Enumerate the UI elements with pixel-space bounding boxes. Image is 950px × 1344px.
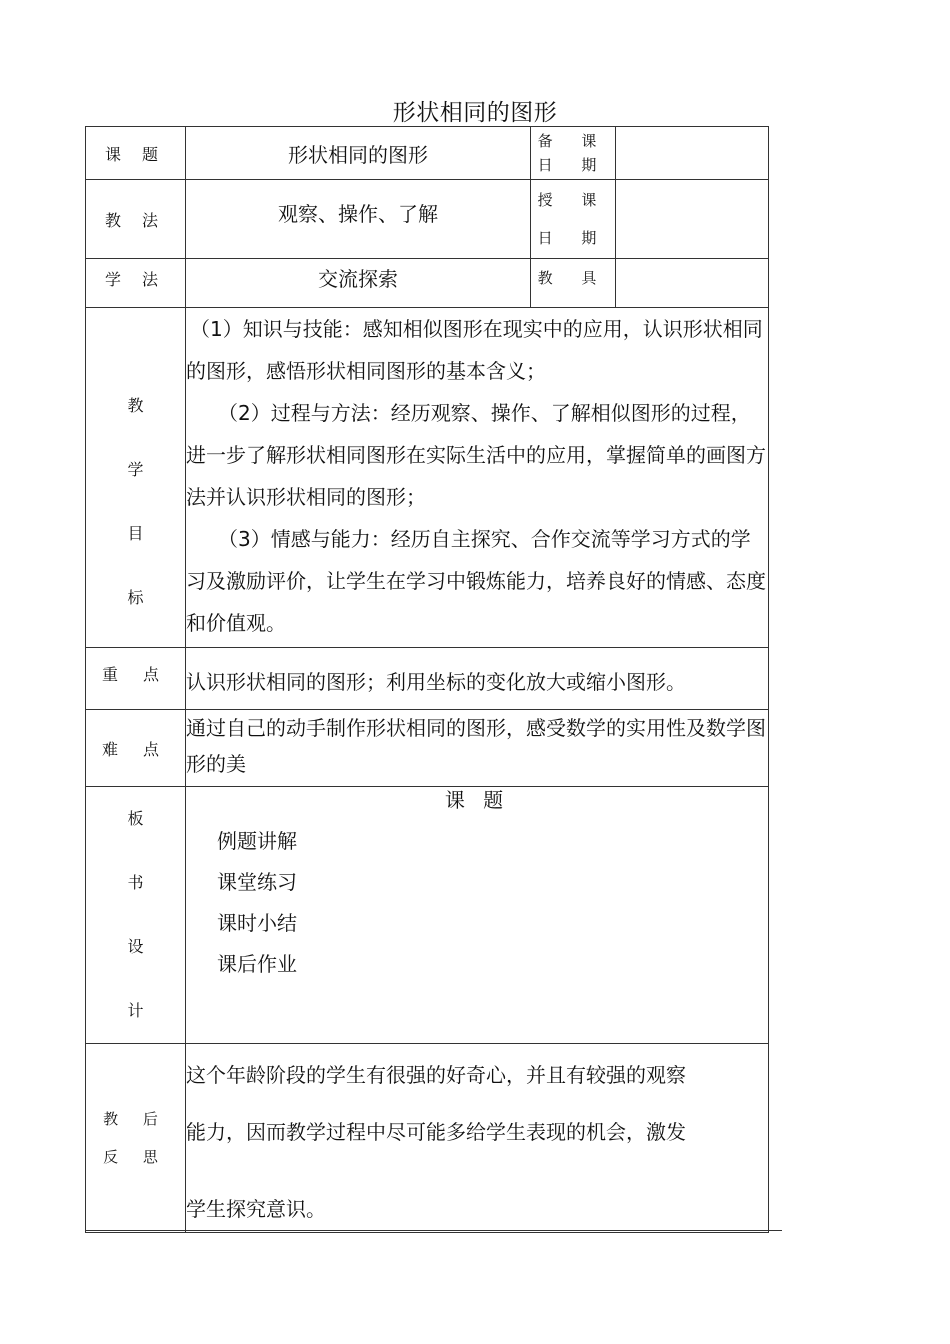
goals-label-char: 标 <box>127 587 144 607</box>
reflection-label-line2: 反 思 <box>103 1148 168 1166</box>
prep-date-label <box>531 127 616 180</box>
board-label <box>86 787 186 1044</box>
difficulty-row <box>86 710 769 787</box>
goal-knowledge: （1）知识与技能：感知相似图形在现实中的应用，认识形状相同的图形，感悟形状相同图形的基本含义； <box>186 317 763 383</box>
teach-date-label <box>531 180 616 259</box>
teach-date-label-line1: 授 课 <box>537 191 609 209</box>
board-label-char: 书 <box>127 873 144 892</box>
reflection-line: 这个年龄阶段的学生有很强的好奇心，并且有较强的观察 <box>186 1063 686 1087</box>
board-item: 课堂练习 <box>217 870 297 894</box>
reflection-content <box>186 1044 769 1233</box>
goal-process: （2）过程与方法：经历观察、操作、了解相似图形的过程，进一步了解形状相同图形在实际生活中的应用，掌握简单的画图方法并认识形状相同的图形； <box>186 401 766 509</box>
tools-value <box>616 259 769 308</box>
teach-date-label-line2: 日 期 <box>537 229 609 247</box>
board-item: 课后作业 <box>217 952 297 976</box>
board-row <box>86 787 769 1044</box>
reflection-label <box>86 1044 186 1233</box>
reflection-line: 学生探究意识。 <box>186 1197 326 1221</box>
tools-label: 教 具 <box>531 259 616 308</box>
board-heading: 课 题 <box>444 788 510 812</box>
teach-date-value <box>616 180 769 259</box>
learn-label: 学 法 <box>86 259 186 308</box>
reflection-row <box>86 1044 769 1233</box>
key-point-row <box>86 648 769 710</box>
board-label-char: 设 <box>127 937 144 956</box>
document-title: 形状相同的图形 <box>392 100 558 126</box>
goal-emotion: （3）情感与能力：经历自主探究、合作交流等学习方式的学习及激励评价，让学生在学习中锻炼能力，培养良好的情感、态度和价值观。 <box>186 527 766 635</box>
goals-row <box>86 308 769 648</box>
goals-label-char: 学 <box>127 459 144 479</box>
method-label: 教 法 <box>86 180 186 259</box>
board-content <box>186 787 769 1044</box>
method-row <box>86 180 769 259</box>
key-point-value: 认识形状相同的图形；利用坐标的变化放大或缩小图形。 <box>186 648 769 710</box>
topic-label: 课 题 <box>86 127 186 180</box>
learn-value: 交流探索 <box>186 259 531 308</box>
board-item: 例题讲解 <box>217 829 297 853</box>
topic-row <box>86 127 769 180</box>
topic-value: 形状相同的图形 <box>186 127 531 180</box>
board-item: 课时小结 <box>217 911 297 935</box>
prep-date-value <box>616 127 769 180</box>
reflection-label-line1: 教 后 <box>103 1110 168 1128</box>
board-label-char: 计 <box>127 1001 144 1020</box>
key-point-label: 重 点 <box>86 648 186 710</box>
prep-date-label-line2: 日 期 <box>537 156 609 174</box>
goals-label-char: 教 <box>127 395 144 415</box>
board-label-char: 板 <box>127 809 144 828</box>
reflection-line: 能力，因而教学过程中尽可能多给学生表现的机会，激发 <box>186 1120 686 1144</box>
goals-content <box>186 308 769 648</box>
learn-row <box>86 259 769 308</box>
goals-label-char: 目 <box>127 523 144 543</box>
lesson-plan-table <box>85 126 769 1233</box>
difficulty-value: 通过自己的动手制作形状相同的图形，感受数学的实用性及数学图形的美 <box>186 710 769 787</box>
difficulty-label: 难 点 <box>86 710 186 787</box>
goals-label <box>86 308 186 648</box>
method-value: 观察、操作、了解 <box>186 180 531 259</box>
prep-date-label-line1: 备 课 <box>537 132 609 150</box>
table-bottom-rule <box>85 1230 782 1231</box>
